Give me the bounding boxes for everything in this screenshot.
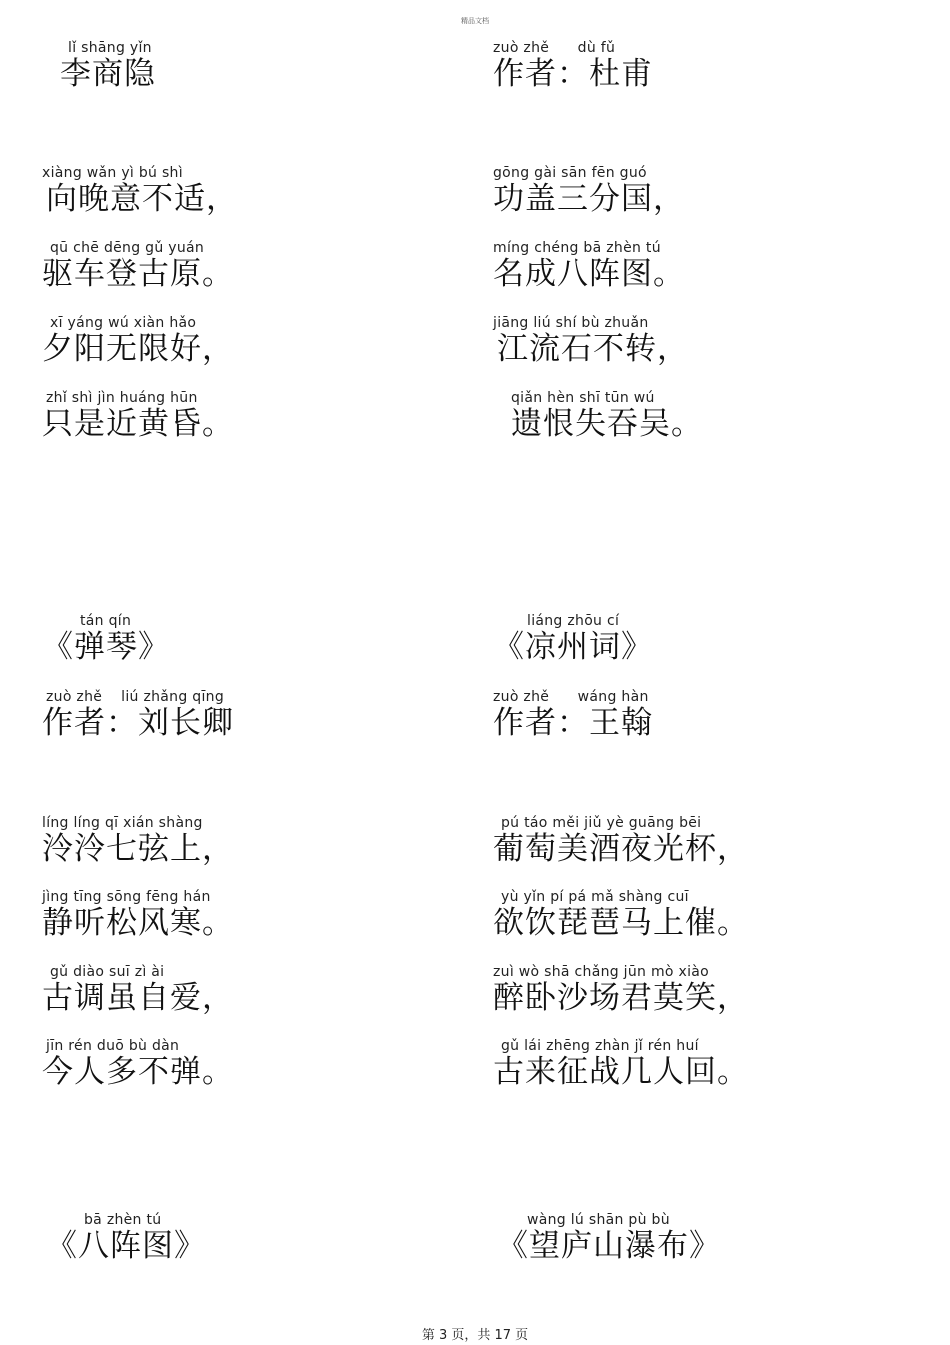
- pinyin-line: pú táo měi jiǔ yè guāng bēi: [501, 815, 702, 831]
- hanzi-line: 李商隐: [60, 56, 156, 92]
- pinyin-line: wàng lú shān pù bù: [527, 1212, 670, 1228]
- pinyin-line: jīn rén duō bù dàn: [46, 1038, 180, 1054]
- page-header: 精品文档: [461, 17, 489, 25]
- hanzi-line: 《弹琴》: [42, 629, 170, 665]
- pinyin-line: qiǎn hèn shī tūn wú: [511, 390, 655, 406]
- pinyin-line: zhǐ shì jìn huáng hūn: [46, 390, 198, 406]
- pinyin-line: zuò zhě liú zhǎng qīng: [46, 689, 225, 705]
- hanzi-line: 今人多不弹。: [42, 1054, 234, 1090]
- hanzi-line: 只是近黄昏。: [42, 406, 234, 442]
- pinyin-line: bā zhèn tú: [84, 1212, 162, 1228]
- left-verse-0: [60, 40, 156, 92]
- hanzi-line: 《凉州词》: [493, 629, 653, 665]
- pinyin-line: zuò zhě dù fǔ: [493, 40, 616, 56]
- left-verse-8: [42, 889, 234, 941]
- hanzi-line: 《望庐山瀑布》: [497, 1228, 721, 1264]
- left-verse-10: [42, 1038, 234, 1090]
- right-title-liangzhouci: [493, 613, 653, 665]
- pinyin-line: zuò zhě wáng hàn: [493, 689, 649, 705]
- hanzi-line: 葡萄美酒夜光杯，: [493, 831, 749, 867]
- right-verse-10: [493, 1038, 749, 1090]
- right-author-wanghan: [493, 689, 653, 741]
- left-title-bazhentu: [42, 1212, 206, 1264]
- hanzi-line: 遗恨失吞吴。: [511, 406, 703, 442]
- left-verse-1: [42, 165, 238, 217]
- hanzi-line: 醉卧沙场君莫笑，: [493, 980, 749, 1016]
- right-verse-4: [493, 390, 703, 442]
- right-verse-3: [493, 315, 689, 367]
- hanzi-line: 作者：刘长卿: [42, 705, 234, 741]
- page-footer: 第 3 页，共 17 页: [421, 1328, 529, 1343]
- hanzi-line: 名成八阵图。: [493, 256, 685, 292]
- right-title-wanglushanpubu: [493, 1212, 721, 1264]
- hanzi-line: 古调虽自爱，: [42, 980, 234, 1016]
- hanzi-line: 泠泠七弦上，: [42, 831, 234, 867]
- left-verse-7: [42, 815, 234, 867]
- hanzi-line: 功盖三分国，: [493, 181, 685, 217]
- pinyin-line: gōng gài sān fēn guó: [493, 165, 647, 181]
- hanzi-line: 江流石不转，: [497, 331, 689, 367]
- pinyin-line: líng líng qī xián shàng: [42, 815, 203, 831]
- pinyin-line: xiàng wǎn yì bú shì: [42, 165, 183, 181]
- right-verse-1: [493, 165, 685, 217]
- pinyin-line: tán qín: [80, 613, 132, 629]
- right-verse-8: [493, 889, 749, 941]
- pinyin-line: lǐ shāng yǐn: [68, 40, 152, 56]
- pinyin-line: gǔ lái zhēng zhàn jǐ rén huí: [501, 1038, 699, 1054]
- left-verse-4: [42, 390, 234, 442]
- right-verse-9: [493, 964, 749, 1016]
- left-verse-3: [42, 315, 234, 367]
- hanzi-line: 作者：王翰: [493, 705, 653, 741]
- pinyin-line: qū chē dēng gǔ yuán: [50, 240, 205, 256]
- hanzi-line: 欲饮琵琶马上催。: [493, 905, 749, 941]
- pinyin-line: míng chéng bā zhèn tú: [493, 240, 661, 256]
- hanzi-line: 《八阵图》: [46, 1228, 206, 1264]
- pinyin-line: zuì wò shā chǎng jūn mò xiào: [493, 964, 710, 980]
- pinyin-line: yù yǐn pí pá mǎ shàng cuī: [501, 889, 689, 905]
- left-verse-9: [42, 964, 234, 1016]
- hanzi-line: 作者：杜甫: [493, 56, 653, 92]
- pinyin-line: jìng tīng sōng fēng hán: [42, 889, 211, 905]
- pinyin-line: liáng zhōu cí: [527, 613, 620, 629]
- pinyin-line: gǔ diào suī zì ài: [50, 964, 165, 980]
- hanzi-line: 古来征战几人回。: [493, 1054, 749, 1090]
- right-verse-7: [493, 815, 749, 867]
- hanzi-line: 向晚意不适，: [46, 181, 238, 217]
- hanzi-line: 驱车登古原。: [42, 256, 234, 292]
- left-title-tanqin: [42, 613, 170, 665]
- left-verse-2: [42, 240, 234, 292]
- hanzi-line: 静听松风寒。: [42, 905, 234, 941]
- pinyin-line: xī yáng wú xiàn hǎo: [50, 315, 197, 331]
- right-verse-2: [493, 240, 685, 292]
- hanzi-line: 夕阳无限好，: [42, 331, 234, 367]
- pinyin-line: jiāng liú shí bù zhuǎn: [493, 315, 649, 331]
- right-author-dufu: [493, 40, 653, 92]
- left-author-liuzhangqing: [42, 689, 234, 741]
